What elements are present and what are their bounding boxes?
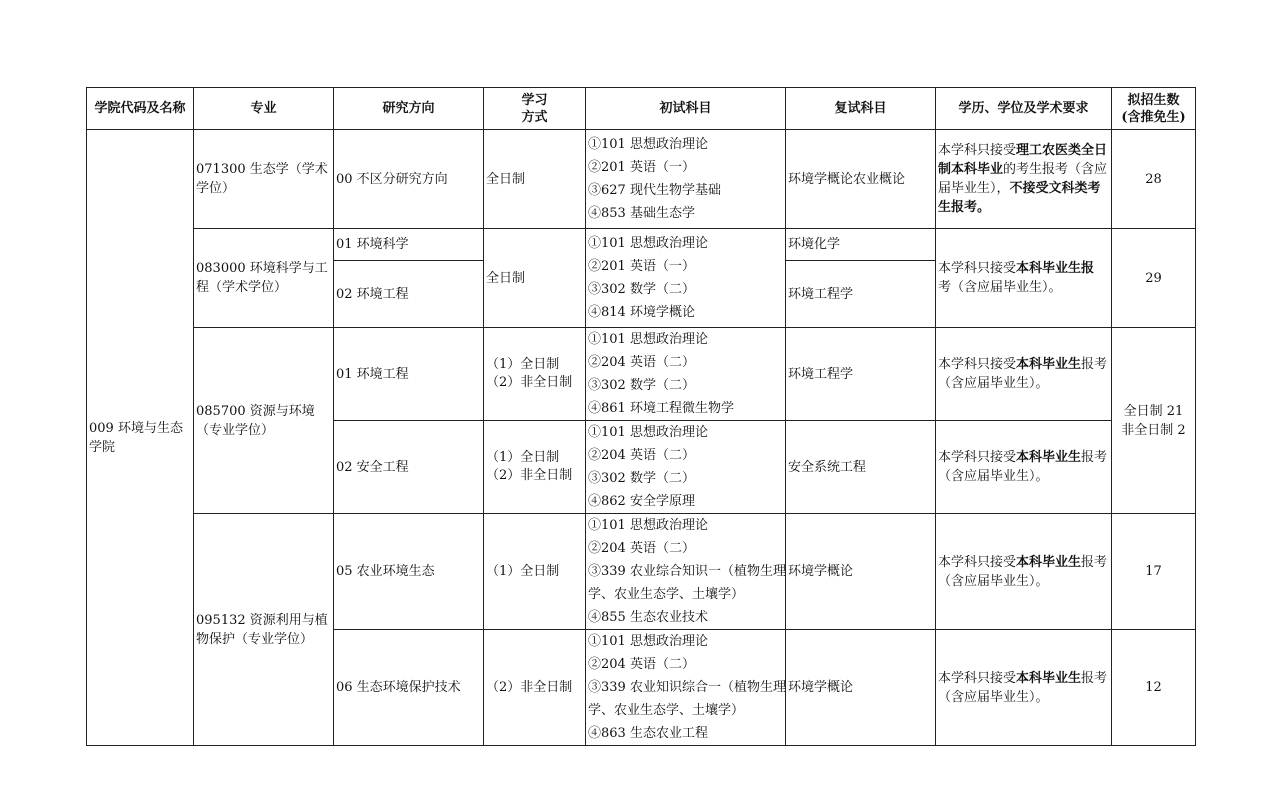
requirement-cell: 本学科只接受本科毕业生报考（含应届毕业生）。 [936, 328, 1112, 421]
major-cell: 071300 生态学（学术学位） [194, 130, 334, 229]
direction-cell: 05 农业环境生态 [334, 514, 484, 630]
exam-cell: ①101 思想政治理论 ②201 英语（一） ③627 现代生物学基础 ④853 基础生态学 [586, 130, 786, 229]
mode-cell: （1）全日制 [484, 514, 586, 630]
quota-cell: 全日制 21 非全日制 2 [1112, 328, 1196, 514]
header-direction: 研究方向 [334, 88, 484, 130]
exam-cell: ①101 思想政治理论 ②201 英语（一） ③302 数学（二） ④814 环境学概论 [586, 229, 786, 328]
retest-cell: 环境工程学 [786, 328, 936, 421]
requirement-cell: 本学科只接受本科毕业生报考（含应届毕业生）。 [936, 514, 1112, 630]
direction-cell: 02 环境工程 [334, 261, 484, 328]
quota-cell: 17 [1112, 514, 1196, 630]
exam-cell: ①101 思想政治理论 ②204 英语（二） ③302 数学（二） ④862 安全学原理 [586, 421, 786, 514]
mode-cell: （2）非全日制 [484, 630, 586, 746]
table-row [87, 229, 1196, 261]
retest-cell: 环境学概论 [786, 630, 936, 746]
header-row [87, 88, 1196, 130]
requirement-cell: 本学科只接受理工农医类全日制本科毕业的考生报考（含应届毕业生），不接受文科类考生报考。 [936, 130, 1112, 229]
direction-cell: 01 环境科学 [334, 229, 484, 261]
exam-cell: ①101 思想政治理论 ②204 英语（二） ③339 农业知识综合一（植物生理 学、农业生态学、土壤学） ④863 生态农业工程 [586, 630, 786, 746]
retest-cell: 环境工程学 [786, 261, 936, 328]
admissions-table [86, 87, 1196, 746]
mode-cell: 全日制 [484, 229, 586, 328]
major-cell: 085700 资源与环境（专业学位） [194, 328, 334, 514]
retest-cell: 环境学概论农业概论 [786, 130, 936, 229]
header-college: 学院代码及名称 [87, 88, 194, 130]
college-cell: 009 环境与生态学院 [87, 130, 194, 746]
retest-cell: 安全系统工程 [786, 421, 936, 514]
retest-cell: 环境化学 [786, 229, 936, 261]
mode-cell: （1）全日制 （2）非全日制 [484, 328, 586, 421]
header-mode: 学习 方式 [484, 88, 586, 130]
exam-cell: ①101 思想政治理论 ②204 英语（二） ③339 农业综合知识一（植物生理 学、农业生态学、土壤学） ④855 生态农业技术 [586, 514, 786, 630]
header-retest: 复试科目 [786, 88, 936, 130]
header-quota: 拟招生数 (含推免生) [1112, 88, 1196, 130]
table-row [87, 130, 1196, 229]
header-exam: 初试科目 [586, 88, 786, 130]
major-cell: 095132 资源利用与植物保护（专业学位） [194, 514, 334, 746]
major-cell: 083000 环境科学与工程（学术学位） [194, 229, 334, 328]
table-row [87, 328, 1196, 421]
mode-cell: 全日制 [484, 130, 586, 229]
header-major: 专业 [194, 88, 334, 130]
requirement-cell: 本学科只接受本科毕业生报考（含应届毕业生）。 [936, 421, 1112, 514]
direction-cell: 01 环境工程 [334, 328, 484, 421]
retest-cell: 环境学概论 [786, 514, 936, 630]
exam-cell: ①101 思想政治理论 ②204 英语（二） ③302 数学（二） ④861 环境工程微生物学 [586, 328, 786, 421]
quota-cell: 28 [1112, 130, 1196, 229]
quota-cell: 12 [1112, 630, 1196, 746]
header-requirements: 学历、学位及学术要求 [936, 88, 1112, 130]
requirement-cell: 本学科只接受本科毕业生报 考（含应届毕业生）。 [936, 229, 1112, 328]
direction-cell: 06 生态环境保护技术 [334, 630, 484, 746]
table-row [87, 514, 1196, 630]
requirement-cell: 本学科只接受本科毕业生报考（含应届毕业生）。 [936, 630, 1112, 746]
mode-cell: （1）全日制 （2）非全日制 [484, 421, 586, 514]
quota-cell: 29 [1112, 229, 1196, 328]
direction-cell: 00 不区分研究方向 [334, 130, 484, 229]
direction-cell: 02 安全工程 [334, 421, 484, 514]
